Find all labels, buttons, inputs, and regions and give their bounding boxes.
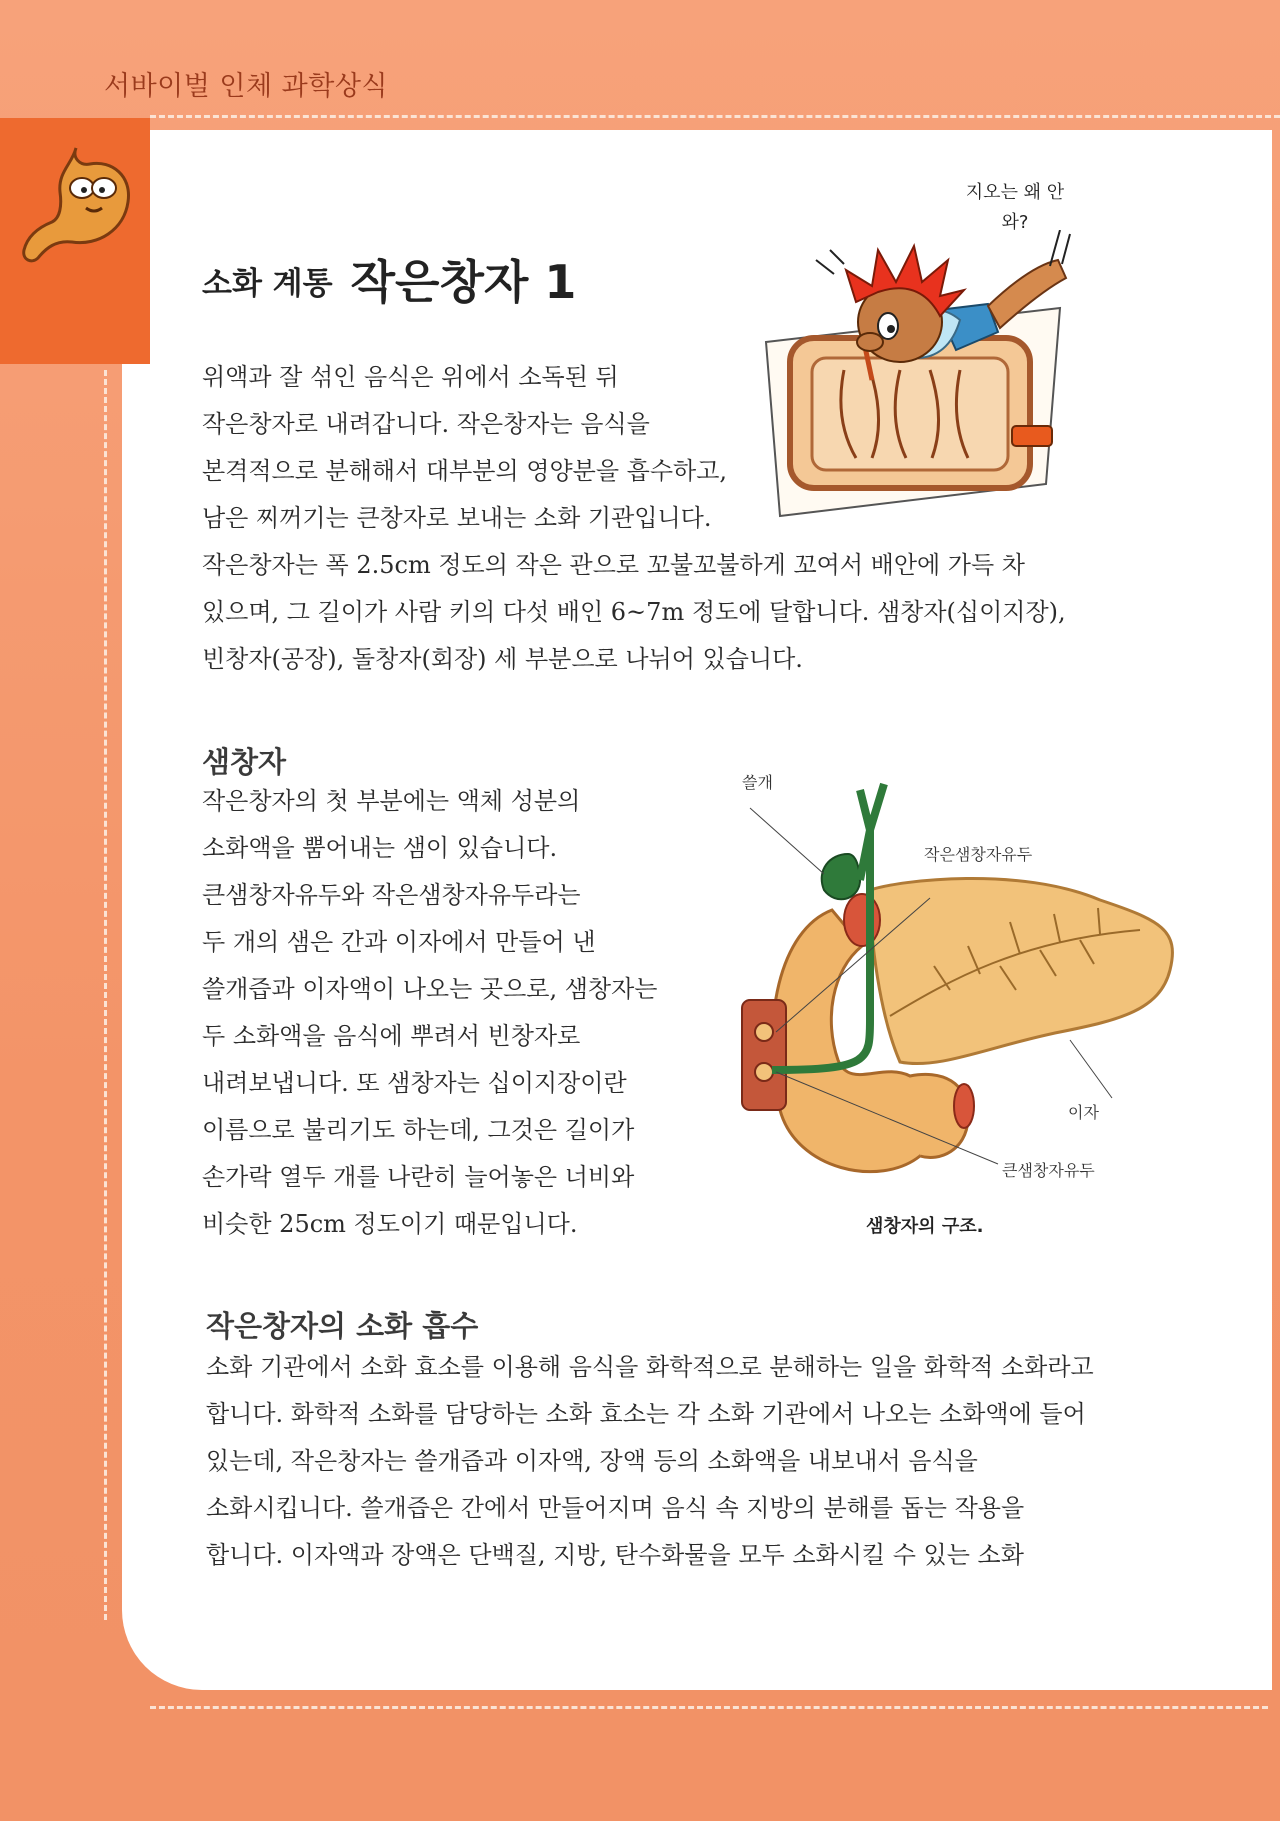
label-major-papilla: 큰샘창자유두 — [1002, 1161, 1095, 1180]
top-dashed-border — [150, 115, 1280, 118]
bottom-dashed-border — [150, 1706, 1268, 1709]
running-header: 서바이벌 인체 과학상식 — [104, 71, 388, 102]
absorption-heading: 작은창자의 소화 흡수 — [206, 1309, 479, 1343]
badge-label-body: BODY — [1192, 312, 1268, 342]
duodenum-structure-diagram — [720, 770, 1190, 1210]
duodenum-heading: 샘창자 — [202, 745, 287, 779]
title-main: 작은창자 1 — [350, 255, 577, 309]
intro-paragraph-2: 작은창자는 폭 2.5cm 정도의 작은 관으로 꼬불꼬불하게 꼬여서 배안에 가득 차 있으며, 그 길이가 사람 키의 다섯 배인 6~7m 정도에 달합니다. 샘창자(십이지장), 빈창자(공장), 돌창자(회장) 세 부분으로 나뉘어 있습니다. — [202, 551, 1066, 673]
title-category: 소화 계통 — [202, 266, 333, 302]
left-dashed-border — [104, 370, 107, 1620]
badge-label-survival: Survival — [1166, 276, 1268, 306]
figure-caption: 샘창자의 구조. — [866, 1216, 984, 1237]
stomach-character-icon — [16, 142, 140, 270]
label-minor-papilla: 작은샘창자유두 — [924, 845, 1033, 864]
label-gallbladder: 쓸개 — [742, 773, 773, 792]
page-title — [202, 246, 576, 312]
intro-paragraph-1: 위액과 잘 섞인 음식은 위에서 소독된 뒤 작은창자로 내려갑니다. 작은창자는 음식을 본격적으로 분해해서 대부분의 영양분을 흡수하고, 남은 찌꺼기는 큰창자로 보내는 소화 기관입니다. — [202, 363, 728, 532]
boy-drawing-intestine-illustration — [760, 230, 1160, 520]
absorption-body: 소화 기관에서 소화 효소를 이용해 음식을 화학적으로 분해하는 일을 화학적 소화라고 합니다. 화학적 소화를 담당하는 소화 효소는 각 소화 기관에서 나오는 소화액에 들어 있는데, 작은창자는 쓸개즙과 이자액, 장액 등의 소화액을 내보내서 음식을 소화시킵니다. 쓸개즙은 간에서 만들어지며 음식 속 지방의 분해를 돕는 작용을 합니다. 이자액과 장액은 단백질, 지방, 탄수화물을 모두 소화시킬 수 있는 소화 — [206, 1353, 1094, 1569]
label-pancreas: 이자 — [1068, 1103, 1099, 1122]
speech-bubble-text: 지오는 왜 안 와? — [965, 182, 1065, 233]
duodenum-body: 작은창자의 첫 부분에는 액체 성분의 소화액을 뿜어내는 샘이 있습니다. 큰샘창자유두와 작은샘창자유두라는 두 개의 샘은 간과 이자에서 만들어 낸 쓸개즙과 이자액이 나오는 곳으로, 샘창자는 두 소화액을 음식에 뿌려서 빈창자로 내려보냅니다. 또 샘창자는 십이지장이란 이름으로 불리기도 하는데, 그것은 길이가 손가락 열두 개를 나란히 늘어놓은 너비와 비슷한 25cm 정도이기 때문입니다. — [202, 787, 658, 1238]
